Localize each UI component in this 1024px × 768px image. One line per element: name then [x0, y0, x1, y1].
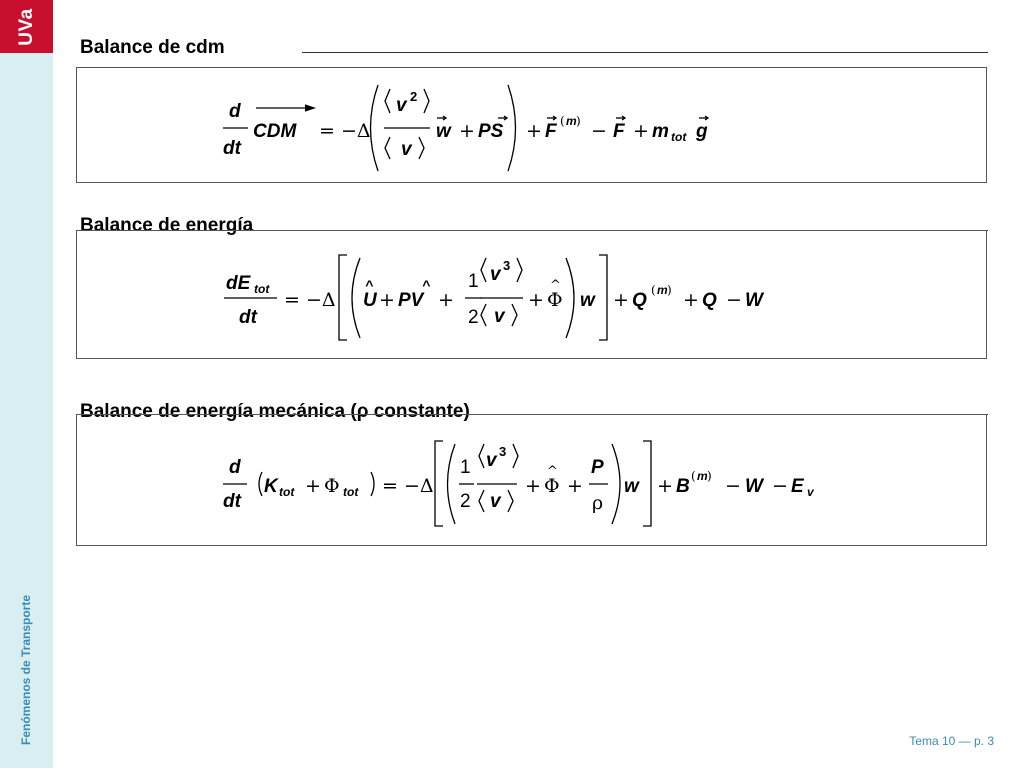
svg-text:tot: tot — [671, 130, 687, 144]
svg-text:tot: tot — [279, 485, 295, 499]
svg-text:+: + — [683, 289, 699, 311]
svg-text:+: + — [438, 289, 454, 311]
svg-text:(: ( — [691, 469, 696, 483]
svg-text:Q: Q — [632, 290, 647, 311]
svg-text:v: v — [490, 491, 501, 512]
svg-text:+: + — [613, 289, 629, 311]
svg-text:+: + — [305, 475, 321, 497]
svg-text:(: ( — [560, 114, 565, 128]
svg-text:W: W — [745, 290, 763, 311]
svg-text:E: E — [791, 476, 804, 497]
svg-text:+: + — [657, 475, 673, 497]
svg-text:Q: Q — [702, 290, 717, 311]
svg-text:m: m — [697, 469, 708, 483]
svg-text:2: 2 — [468, 307, 479, 328]
svg-text:+: + — [567, 475, 583, 497]
sidebar — [0, 0, 53, 768]
section-title-cdm: Balance de cdm — [80, 37, 225, 58]
svg-text:w: w — [580, 290, 595, 311]
svg-text:2: 2 — [460, 491, 471, 512]
title-rule — [302, 52, 988, 53]
svg-text:F: F — [545, 121, 557, 142]
svg-text:v: v — [486, 450, 497, 471]
svg-text:2: 2 — [410, 89, 418, 104]
logo — [0, 0, 53, 53]
svg-text:−: − — [725, 475, 741, 497]
svg-text:B: B — [676, 476, 690, 497]
svg-text:U: U — [363, 290, 377, 311]
svg-text:+: + — [633, 120, 649, 142]
svg-text:m: m — [652, 121, 669, 142]
svg-text:1: 1 — [468, 271, 479, 292]
svg-text:Φ: Φ — [547, 289, 563, 311]
svg-text:1: 1 — [460, 457, 471, 478]
svg-text:v: v — [494, 306, 505, 327]
page-footer: Tema 10 — p. 3 — [909, 734, 994, 748]
svg-text:PS: PS — [478, 121, 504, 142]
section-title-energia: Balance de energía — [80, 215, 254, 236]
svg-text:v: v — [396, 95, 407, 116]
course-title: Fenómenos de Transporte — [19, 594, 33, 746]
svg-text:CDM: CDM — [253, 121, 297, 142]
svg-text:W: W — [745, 476, 763, 497]
logo-text: UVa — [15, 7, 37, 46]
svg-text:^: ^ — [547, 464, 558, 479]
svg-text:dt: dt — [239, 307, 257, 328]
svg-text:tot: tot — [343, 485, 359, 499]
svg-text:): ) — [707, 469, 712, 483]
svg-text:v: v — [490, 264, 501, 285]
svg-text:): ) — [576, 114, 581, 128]
svg-text:^: ^ — [422, 277, 431, 293]
svg-text:3: 3 — [499, 444, 507, 459]
equation-energia — [76, 230, 987, 359]
svg-text:= −Δ: = −Δ — [319, 120, 371, 142]
svg-text:+: + — [528, 289, 544, 311]
svg-text:= −Δ: = −Δ — [284, 289, 336, 311]
svg-text:v: v — [401, 139, 412, 160]
svg-text:m: m — [657, 283, 668, 297]
section-title-mecanica: Balance de energía mecánica (ρ constante) — [80, 401, 470, 422]
svg-text:K: K — [264, 476, 278, 497]
svg-text:m: m — [566, 114, 577, 128]
svg-text:+: + — [525, 475, 541, 497]
svg-text:w: w — [436, 121, 451, 142]
svg-text:ρ: ρ — [592, 492, 604, 514]
svg-text:+: + — [526, 120, 542, 142]
svg-text:tot: tot — [254, 282, 270, 296]
svg-text:dt: dt — [223, 138, 241, 159]
svg-text:= −Δ: = −Δ — [382, 475, 434, 497]
svg-text:w: w — [624, 476, 639, 497]
svg-text:PV: PV — [398, 290, 424, 311]
svg-text:F: F — [613, 121, 625, 142]
svg-text:g: g — [696, 121, 708, 142]
svg-text:): ) — [667, 283, 672, 297]
svg-text:(: ( — [651, 283, 656, 297]
svg-text:+: + — [379, 289, 395, 311]
svg-text:^: ^ — [550, 278, 561, 293]
svg-text:3: 3 — [503, 258, 511, 273]
svg-text:d: d — [229, 101, 241, 122]
svg-text:−: − — [726, 289, 742, 311]
svg-text:P: P — [591, 457, 604, 478]
svg-text:d: d — [229, 457, 241, 478]
svg-text:dt: dt — [223, 491, 241, 512]
svg-text:dE: dE — [226, 273, 251, 294]
svg-text:−: − — [772, 475, 788, 497]
svg-text:Φ: Φ — [544, 475, 560, 497]
svg-text:v: v — [807, 485, 814, 499]
svg-text:Φ: Φ — [324, 475, 340, 497]
equation-mecanica — [76, 414, 987, 546]
svg-text:^: ^ — [365, 277, 374, 293]
equation-cdm — [76, 67, 987, 183]
svg-text:+: + — [459, 120, 475, 142]
svg-text:−: − — [591, 120, 607, 142]
